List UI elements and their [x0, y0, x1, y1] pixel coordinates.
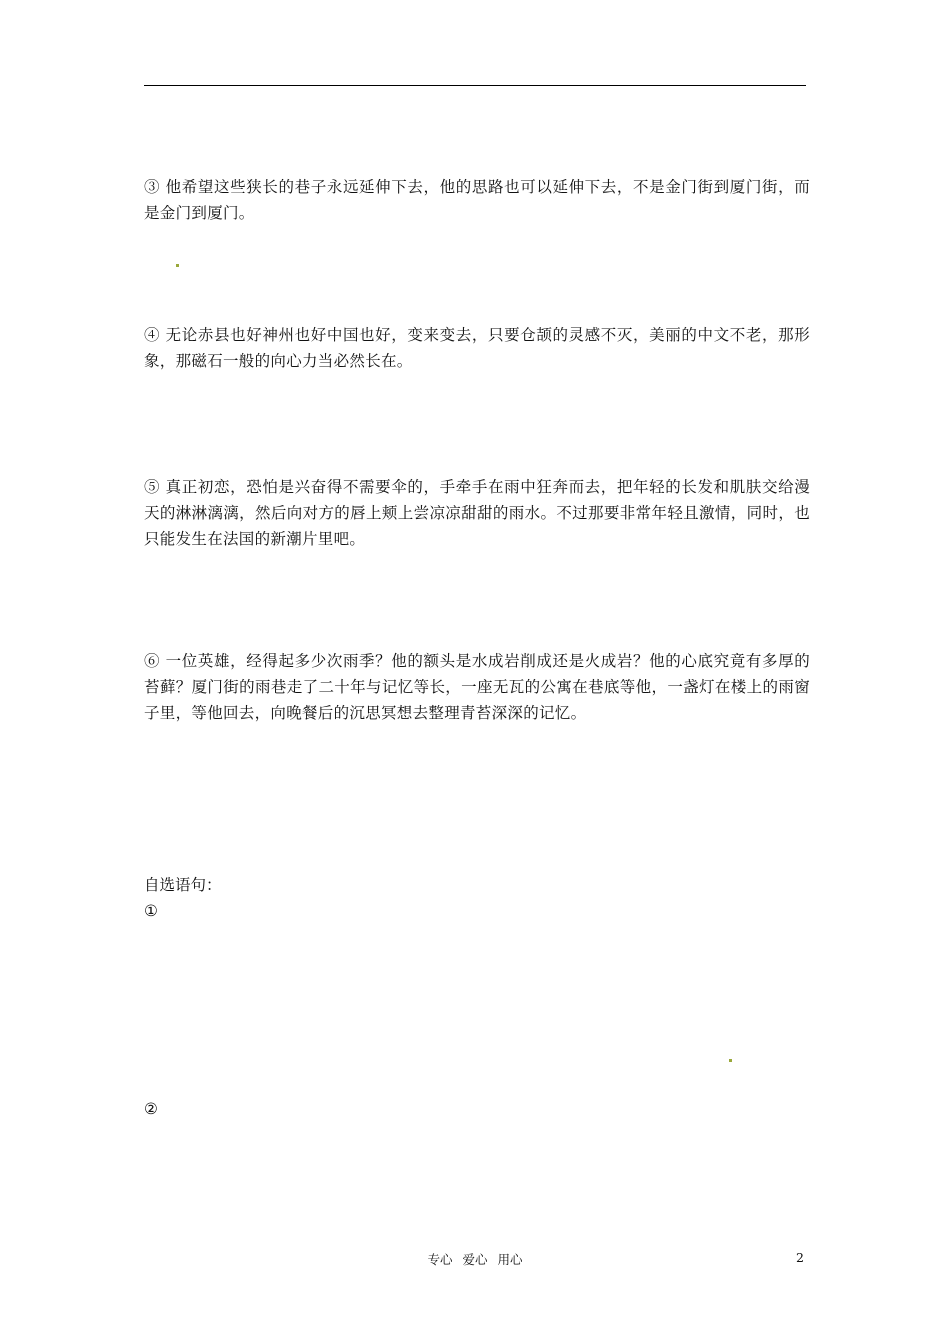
self-select-heading: 自选语句：: [144, 876, 222, 894]
speck-mark: [729, 1059, 732, 1062]
speck-mark: [176, 264, 179, 267]
paragraph-3: ③ 他希望这些狭长的巷子永远延伸下去，他的思路也可以延伸下去，不是金门街到厦门街，而是金门到厦门。: [144, 178, 810, 222]
header-rule: [144, 85, 806, 86]
page-number: 2: [796, 1250, 804, 1265]
paragraph-4: ④ 无论赤县也好神州也好中国也好，变来变去，只要仓颉的灵感不灭，美丽的中文不老，那形象，那磁石一般的向心力当必然长在。: [144, 326, 810, 370]
self-select-item-1: ①: [144, 902, 158, 920]
footer-motto: 专心 爱心 用心: [427, 1252, 523, 1267]
self-select-item-2: ②: [144, 1100, 158, 1118]
paragraph-5: ⑤ 真正初恋，恐怕是兴奋得不需要伞的，手牵手在雨中狂奔而去，把年轻的长发和肌肤交给漫天的淋淋漓漓，然后向对方的唇上颊上尝凉凉甜甜的雨水。不过那要非常年轻且激情，同时，也只能发生在法国的新潮片里吧。: [144, 478, 810, 548]
paragraph-6: ⑥ 一位英雄，经得起多少次雨季？他的额头是水成岩削成还是火成岩？他的心底究竟有多厚的苔藓？厦门街的雨巷走了二十年与记忆等长，一座无瓦的公寓在巷底等他，一盏灯在楼上的雨窗子里，等他回去，向晚餐后的沉思冥想去整理青苔深深的记忆。: [144, 652, 810, 722]
